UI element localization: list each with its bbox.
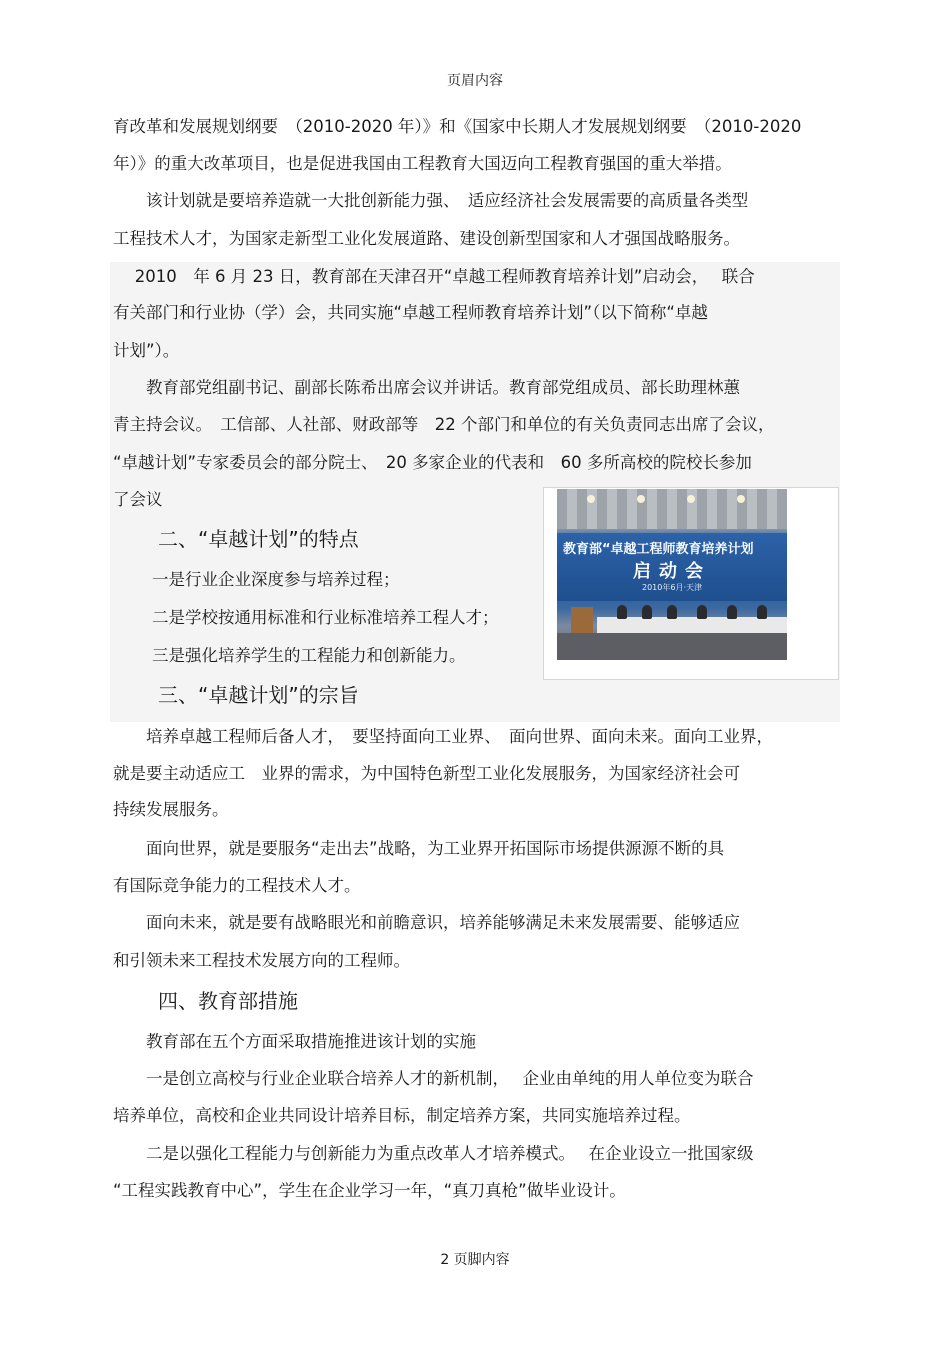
photo-banner-title: 教育部“卓越工程师教育培养计划 [563,542,754,557]
paragraph-line: 和引领未来工程技术发展方向的工程师。 [113,951,410,970]
photo-person [697,605,707,619]
paragraph-line: 育改革和发展规划纲要 （2010-2020 年）》和《国家中长期人才发展规划纲要 （2010-2020 [113,117,802,136]
paragraph-line: 二是以强化工程能力与创新能力为重点改革人才培养模式。 在企业设立一批国家级 [113,1144,754,1163]
photo-lamp [637,495,645,503]
paragraph-line: 该计划就是要培养造就一大批创新能力强、 适应经济社会发展需要的高质量各类型 [113,191,749,210]
paragraph-line: “工程实践教育中心”，学生在企业学习一年，“真刀真枪”做毕业设计。 [113,1181,626,1200]
paragraph-line: 培养卓越工程师后备人才， 要坚持面向工业界、 面向世界、面向未来。面向工业界， [113,727,773,746]
photo-person [642,605,652,619]
photo-lamp [587,495,595,503]
paragraph-line: 教育部党组副书记、副部长陈希出席会议并讲话。教育部党组成员、部长助理林蕙 [113,378,740,397]
list-item: 三是强化培养学生的工程能力和创新能力。 [152,646,466,665]
section-heading-features: 二、“卓越计划”的特点 [158,527,359,551]
paragraph-line: 就是要主动适应工 业界的需求，为中国特色新型工业化发展服务，为国家经济社会可 [113,764,740,783]
paragraph-line: 一是创立高校与行业企业联合培养人才的新机制， 企业由单纯的用人单位变为联合 [113,1069,754,1088]
paragraph-line: 教育部在五个方面采取措施推进该计划的实施 [113,1032,476,1051]
photo-banner-date: 2010年6月·天津 [642,583,702,592]
list-item: 二是学校按通用标准和行业标准培养工程人才； [152,608,499,627]
paragraph-line: 面向未来，就是要有战略眼光和前瞻意识，培养能够满足未来发展需要、能够适应 [113,913,740,932]
paragraph-line: 了会议 [113,490,163,509]
paragraph-line: 计划”）。 [113,341,180,360]
photo-lamp [737,495,745,503]
paragraph-line: 青主持会议。 工信部、人社部、财政部等 22 个部门和单位的有关负责同志出席了会议， [113,415,775,434]
conference-photo [557,489,787,660]
photo-floor [557,633,787,660]
photo-lamp [687,495,695,503]
page-footer: 2 页脚内容 [440,1252,510,1268]
paragraph-line: 培养单位，高校和企业共同设计培养目标，制定培养方案，共同实施培养过程。 [113,1106,691,1125]
paragraph-line: 有国际竞争能力的工程技术人才。 [113,876,361,895]
photo-person [757,605,767,619]
paragraph-line: 工程技术人才，为国家走新型工业化发展道路、建设创新型国家和人才强国战略服务。 [113,229,740,248]
paragraph-line: 2010 年 6 月 23 日，教育部在天津召开“卓越工程师教育培养计划”启动会， 联合 [113,267,755,286]
section-heading-purpose: 三、“卓越计划”的宗旨 [158,683,359,707]
paragraph-line: 有关部门和行业协（学）会，共同实施“卓越工程师教育培养计划”（以下简称“卓越 [113,303,708,322]
paragraph-line: 年）》的重大改革项目，也是促进我国由工程教育大国迈向工程教育强国的重大举措。 [113,154,732,173]
paragraph-line: “卓越计划”专家委员会的部分院士、 20 多家企业的代表和 60 多所高校的院校长参加 [113,453,752,472]
list-item: 一是行业企业深度参与培养过程； [152,570,400,589]
photo-person [617,605,627,619]
paragraph-line: 持续发展服务。 [113,800,229,819]
paragraph-line: 面向世界，就是要服务“走出去”战略，为工业界开拓国际市场提供源源不断的具 [113,839,725,858]
page-header: 页眉内容 [447,73,503,89]
section-heading-measures: 四、教育部措施 [158,989,298,1013]
photo-table [597,617,787,633]
photo-banner-subtitle: 启动会 [633,561,711,582]
photo-person [727,605,737,619]
photo-person [667,605,677,619]
